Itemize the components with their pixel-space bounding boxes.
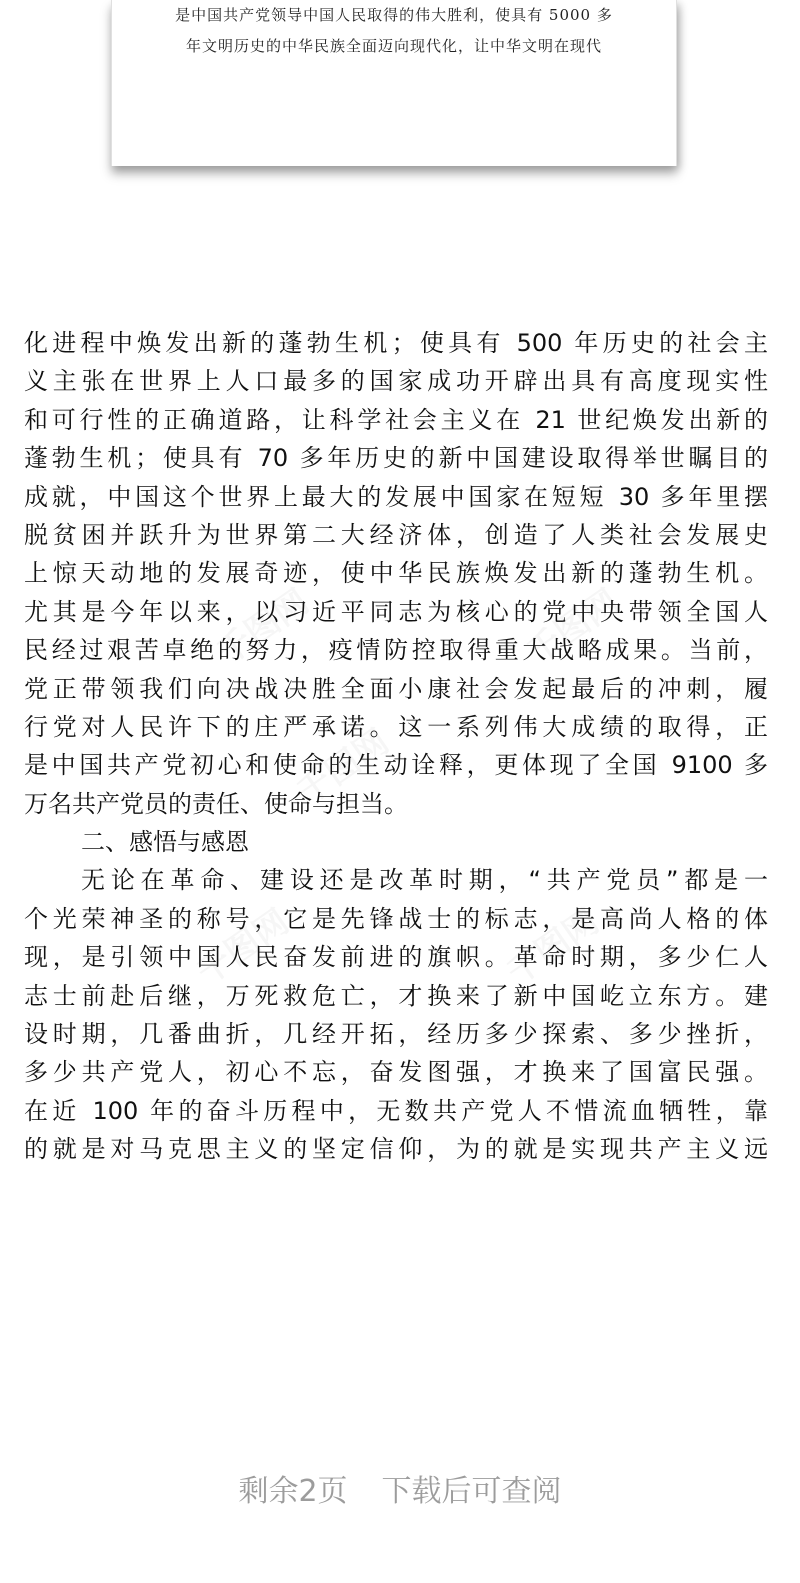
body-line: 现，是引领中国人民奋发前进的旗帜。革命时期，多少仁人 xyxy=(24,943,768,972)
body-line: 的就是对马克思主义的坚定信仰，为的就是实现共产主义远 xyxy=(24,1135,768,1164)
body-line: 个光荣神圣的称号，它是先锋战士的标志，是高尚人格的体 xyxy=(24,904,768,933)
body-line: 是中国共产党初心和使命的生动诠释，更体现了全国 9100 多 xyxy=(24,751,768,780)
body-line: 成就，中国这个世界上最大的发展中国家在短短 30 多年里摆 xyxy=(24,482,768,511)
body-line: 设时期，几番曲折，几经开拓，经历多少探索、多少挫折， xyxy=(24,1020,768,1049)
body-line: 党正带领我们向决战决胜全面小康社会发起最后的冲刺，履 xyxy=(24,674,768,703)
remaining-pages-banner[interactable] xyxy=(0,1470,800,1514)
body-line: 化进程中焕发出新的蓬勃生机；使具有 500 年历史的社会主 xyxy=(24,329,768,357)
section-heading: 二、感悟与感恩 xyxy=(81,828,249,857)
remaining-pages-label: 剩余2页 xyxy=(238,1474,348,1509)
body-line: 蓬勃生机；使具有 70 多年历史的新中国建设取得举世瞩目的 xyxy=(24,444,768,473)
body-line: 志士前赴后继，万死救危亡，才换来了新中国屹立东方。建 xyxy=(24,981,768,1010)
body-line: 上惊天动地的发展奇迹，使中华民族焕发出新的蓬勃生机。 xyxy=(24,559,768,588)
body-line: 行党对人民许下的庄严承诺。这一系列伟大成绩的取得，正 xyxy=(24,712,768,741)
document-body xyxy=(24,324,768,1169)
body-line: 多少共产党人，初心不忘，奋发图强，才换来了国富民强。 xyxy=(24,1058,768,1087)
body-line: 民经过艰苦卓绝的努力，疫情防控取得重大战略成果。当前， xyxy=(24,636,768,665)
body-line: 尤其是今年以来，以习近平同志为核心的党中央带领全国人 xyxy=(24,597,768,626)
body-line: 万名共产党员的责任、使命与担当。 xyxy=(24,789,408,818)
body-line: 和可行性的正确道路，让科学社会主义在 21 世纪焕发出新的 xyxy=(24,405,768,434)
preview-card xyxy=(111,0,677,166)
body-line: 在近 100 年的奋斗历程中，无数共产党人不惜流血牺牲，靠 xyxy=(24,1096,768,1125)
preview-card-line: 年文明历史的中华民族全面迈向现代化，让中华文明在现代 xyxy=(185,37,602,55)
body-line: 无论在革命、建设还是改革时期，“共产党员”都是一 xyxy=(81,866,768,895)
body-line: 脱贫困并跃升为世界第二大经济体，创造了人类社会发展史 xyxy=(24,520,768,549)
download-hint-label: 下载后可查阅 xyxy=(381,1474,562,1509)
body-line: 义主张在世界上人口最多的国家成功开辟出具有高度现实性 xyxy=(24,367,768,396)
preview-card-line: 是中国共产党领导中国人民取得的伟大胜利，使具有 5000 多 xyxy=(175,6,613,24)
